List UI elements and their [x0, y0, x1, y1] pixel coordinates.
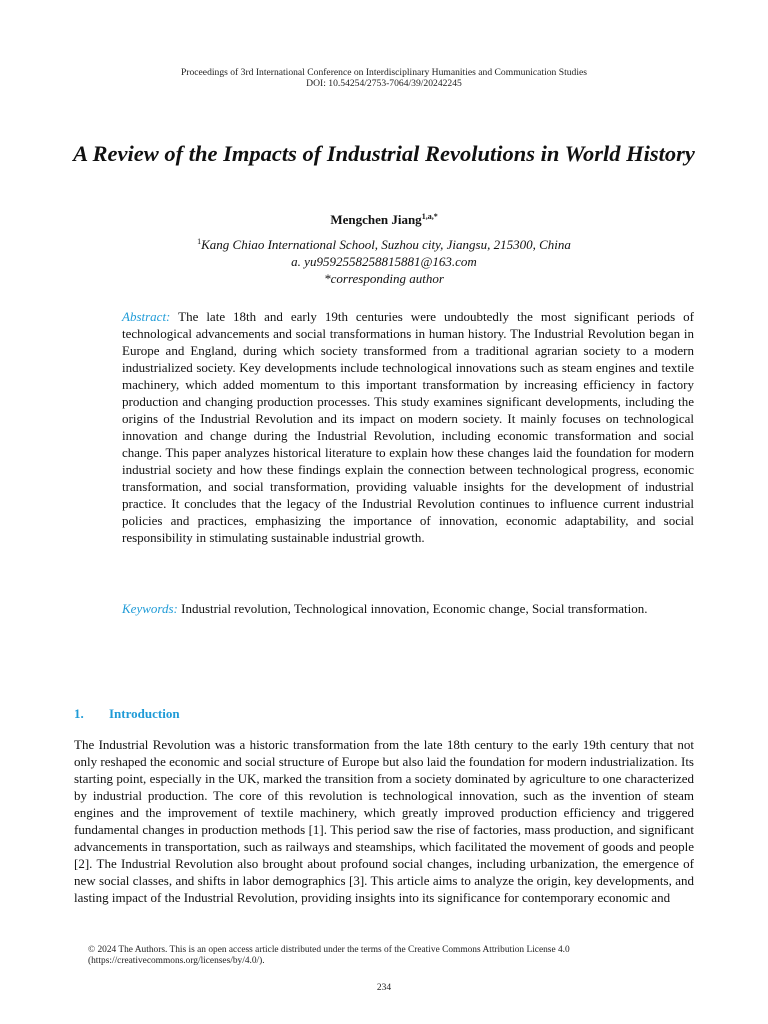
affiliation-block — [0, 236, 768, 287]
affiliation-institution: Kang Chiao International School, Suzhou city, Jiangsu, 215300, China — [201, 237, 571, 252]
paper-title: A Review of the Impacts of Industrial Revolutions in World History — [73, 141, 695, 166]
keywords-text: Industrial revolution, Technological innovation, Economic change, Social transformation. — [181, 601, 648, 616]
section-number: 1. — [74, 706, 84, 721]
conference-name: Proceedings of 3rd International Conference on Interdisciplinary Humanities and Communication Studies — [180, 67, 588, 78]
author-line — [0, 212, 768, 228]
affiliation-line — [0, 236, 768, 253]
doi: DOI: 10.54254/2753-7064/39/20242245 — [306, 78, 462, 89]
page-number: 234 — [376, 983, 392, 993]
abstract — [122, 308, 694, 546]
author-email: a. yu9592558258815881@163.com — [291, 254, 477, 269]
section-title: Introduction — [109, 706, 180, 721]
keywords-label: Keywords: — [122, 601, 178, 616]
abstract-label: Abstract: — [122, 309, 171, 324]
author-name: Mengchen Jiang — [330, 212, 422, 227]
corresponding-note: *corresponding author — [324, 271, 444, 286]
abstract-text: The late 18th and early 19th centuries were undoubtedly the most significant periods of technological advancements and social transformations in human history. The Industrial Revolution began in Europe and England, during which society transformed from a traditional agrarian society to a modern industrialized society. Key developments include technological innovations such as steam engines and textile machinery, which added momentum to this important transformation by increasing efficiency in factory production and changing production processes. This study examines significant developments, including the origins of the Industrial Revolution and its impact on modern society. It mainly focuses on technological innovation and change during the Industrial Revolution, including economic transformation and social change. This paper analyzes historical literature to explain how these changes laid the foundation for modern industrial society and how these findings explain the connection between technological progress, economic transformation, and social transformation, providing valuable insights for the development of industrial practice. It concludes that the legacy of the Industrial Revolution continues to influence current industrial policies and practices, emphasizing the importance of innovation, economic adaptability, and social responsibility in stimulating sustainable industrial growth. — [122, 309, 695, 545]
section-heading — [74, 706, 180, 722]
running-header — [0, 67, 768, 89]
affiliation-sup: 1 — [197, 237, 202, 246]
keywords — [122, 600, 694, 617]
author-marks: 1,a,* — [421, 212, 438, 221]
license-note: © 2024 The Authors. This is an open access article distributed under the terms of the Creative Commons Attribution License 4.0 (https://creativecommons.org/licenses/by/4.0/). — [88, 945, 570, 966]
section-body: The Industrial Revolution was a historic transformation from the late 18th century to the early 19th century that not only reshaped the economic and social structure of Europe but also laid the foundation for modern industrialization. Its starting point, especially in the UK, marked the transition from a society dominated by agriculture to one characterized by industrial production. The core of this revolution is technological innovation, such as the invention of steam engines and the improvement of textile machinery, which greatly improved production efficiency and triggered fundamental changes in production methods [1]. This period saw the rise of factories, mass production, and significant advancements in transportation, such as railways and steamships, which facilitated the movement of goods and people [2]. The Industrial Revolution also brought about profound social changes, including urbanization, the emergence of new social classes, and shifts in labor demographics [3]. This article aims to analyze the origin, key developments, and lasting impact of the Industrial Revolution, providing insights into its significance for contemporary economic and — [74, 737, 694, 905]
